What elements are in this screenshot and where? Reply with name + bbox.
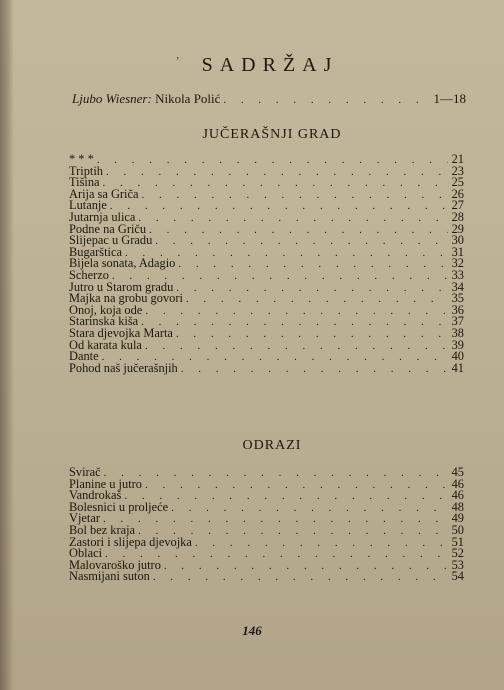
toc-entry: [69, 337, 464, 352]
toc-entry: [69, 571, 464, 583]
toc-entry-page: 41: [451, 360, 464, 375]
toc-entry-page: 36: [451, 302, 464, 317]
toc-entry-title: Vjetar: [69, 511, 100, 526]
page-number: 146: [242, 623, 262, 638]
dot-leader: [220, 94, 433, 106]
toc-entry: [69, 534, 464, 549]
dot-leader: [168, 503, 448, 515]
toc-entry-title: Triptih: [69, 163, 103, 178]
toc-entry-title: Arija sa Griča: [69, 186, 139, 201]
toc-entry-page: 53: [451, 557, 464, 572]
toc-entry-title: Zastori i slijepa djevojka: [69, 534, 192, 549]
toc-entry-title: Slijepac u Gradu: [69, 233, 153, 248]
toc-entry-title: Majka na grobu govori: [69, 291, 183, 306]
toc-entry-page: 46: [451, 476, 464, 491]
toc-entry-page: 45: [451, 465, 464, 479]
toc-entry-page: 35: [451, 291, 464, 306]
dot-leader: [161, 561, 448, 573]
dot-leader: [100, 514, 448, 526]
section-heading-odrazi: ODRAZI: [242, 438, 302, 453]
toc-entry-title: Scherzo: [69, 267, 109, 282]
toc-entry-title: Onoj, koja ode: [69, 302, 143, 317]
toc-entry-page: 30: [451, 233, 464, 248]
dot-leader: [94, 155, 448, 167]
toc-entry-title: Planine u jutro: [69, 476, 142, 491]
dot-leader: [142, 480, 448, 492]
toc-entry-page: 32: [451, 256, 464, 271]
toc-entry: [69, 258, 464, 270]
ink-mark: ’: [176, 56, 180, 67]
toc-entry-page: 46: [451, 488, 464, 503]
section-heading-jucerasnji-grad: JUČERAŠNJI GRAD: [202, 127, 342, 142]
toc-entry-title: Oblaci: [69, 546, 103, 561]
intro-pages: 1—18: [433, 91, 466, 106]
toc-entry-title: Bolesnici u proljeće: [69, 499, 169, 514]
toc-entry-page: 54: [451, 569, 464, 584]
intro-subject: Nikola Polić: [155, 91, 221, 106]
toc-entry-page: 33: [451, 267, 464, 282]
dot-leader: [107, 201, 448, 213]
toc-entry-page: 40: [451, 349, 464, 364]
toc-entry-title: Malovaroško jutro: [69, 557, 161, 572]
toc-entry: [69, 186, 464, 201]
toc-entry-title: Bugarštica: [69, 244, 122, 259]
toc-entry-title: Od karata kula: [69, 337, 142, 352]
intro-entry: [72, 91, 466, 107]
toc-entry-title: Tišina: [69, 175, 100, 190]
toc-entry-page: 34: [451, 279, 464, 294]
page-title: SADRŽAJ: [201, 54, 339, 76]
toc-entry-page: 51: [451, 534, 464, 549]
toc-entry-page: 52: [451, 546, 464, 561]
dot-leader: [175, 259, 448, 271]
toc-entry-title: Bijela sonata, Adagio: [69, 256, 176, 271]
toc-entry-title: Jutarnja ulica: [69, 209, 136, 224]
dot-leader: [192, 538, 448, 550]
dot-leader: [121, 491, 448, 503]
toc-list-odrazi: [69, 467, 464, 583]
intro-author: Ljubo Wiesner:: [72, 91, 152, 106]
toc-entry: [69, 154, 464, 166]
dot-leader: [173, 283, 448, 295]
toc-entry-page: 50: [451, 522, 464, 537]
toc-entry-page: 31: [451, 244, 464, 259]
toc-entry-title: Stara djevojka Marta: [69, 325, 173, 340]
toc-entry-title: Dante: [69, 349, 99, 364]
toc-entry: [69, 163, 464, 178]
dot-leader: [142, 341, 448, 353]
dot-leader: [142, 306, 448, 318]
toc-entry-page: 25: [451, 175, 464, 190]
toc-entry-page: 29: [451, 221, 464, 236]
toc-entry-page: 37: [451, 314, 464, 329]
dot-leader: [100, 178, 448, 190]
toc-entry-page: 27: [451, 198, 464, 213]
toc-entry-title: Jutro u Starom gradu: [69, 279, 174, 294]
toc-entry: [69, 499, 464, 514]
dot-leader: [178, 364, 448, 376]
dot-leader: [101, 468, 448, 480]
dot-leader: [138, 317, 448, 329]
toc-entry-page: 38: [451, 325, 464, 340]
toc-entry-title: Bol bez kraja: [69, 522, 136, 537]
dot-leader: [150, 572, 448, 584]
toc-entry-page: 48: [451, 499, 464, 514]
dot-leader: [173, 329, 448, 341]
toc-entry-page: 21: [451, 152, 464, 166]
dot-leader: [183, 294, 448, 306]
toc-entry-title: Lutanje: [69, 198, 107, 213]
page-edge-shadow: [0, 0, 14, 690]
toc-entry-title: Nasmijani suton: [69, 569, 150, 584]
toc-list-jucerasnji-grad: [69, 154, 464, 374]
toc-entry-page: 23: [451, 163, 464, 178]
toc-entry-title: Svirač: [69, 465, 101, 479]
toc-entry: [69, 360, 464, 375]
dot-leader: [135, 213, 448, 225]
toc-entry-title: Podne na Griču: [69, 221, 147, 236]
dot-leader: [146, 225, 448, 237]
toc-entry: [69, 476, 464, 491]
dot-leader: [152, 236, 448, 248]
toc-entry-title: Starinska kiša: [69, 314, 139, 329]
toc-entry-title: * * *: [69, 152, 94, 166]
toc-entry-page: 49: [451, 511, 464, 526]
toc-entry-page: 39: [451, 337, 464, 352]
toc-entry-page: 28: [451, 209, 464, 224]
toc-entry-title: Pohod naš jučerašnjih: [69, 360, 178, 375]
dot-leader: [103, 167, 448, 179]
toc-entry-title: Vandrokaš: [69, 488, 122, 503]
dot-leader: [139, 190, 449, 202]
toc-entry: [69, 235, 464, 247]
toc-entry-page: 26: [451, 186, 464, 201]
